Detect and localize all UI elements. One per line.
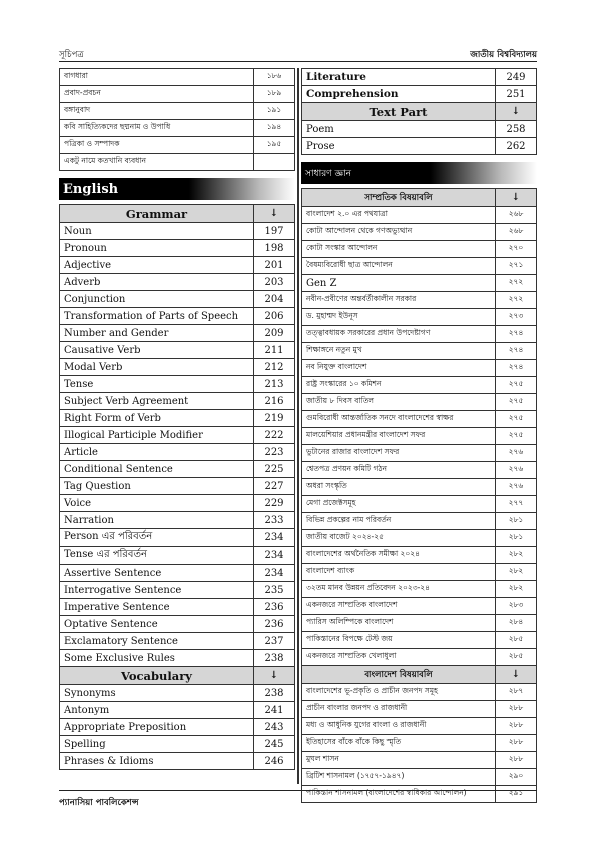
- toc-entry-page: 238: [254, 650, 295, 667]
- toc-entry-page: 243: [254, 719, 295, 736]
- toc-entry-page: ২৭৪: [496, 326, 537, 343]
- toc-entry-page: 262: [496, 138, 537, 155]
- toc-entry-title: মেগা প্রজেক্টসমূহ: [302, 496, 496, 513]
- toc-row: [302, 547, 537, 564]
- toc-entry-title: Some Exclusive Rules: [60, 650, 254, 667]
- toc-row: [60, 685, 295, 702]
- toc-entry-page: 238: [254, 685, 295, 702]
- toc-row: [302, 360, 537, 377]
- toc-entry-page: 233: [254, 512, 295, 529]
- toc-row: [302, 564, 537, 581]
- toc-entry-title: একনজরে সাম্প্রতিক খেলাধুলা: [302, 649, 496, 666]
- toc-row: [60, 410, 295, 427]
- toc-entry-title: Exclamatory Sentence: [60, 633, 254, 650]
- toc-entry-title: বঙ্গানুবাদ: [60, 103, 254, 120]
- toc-entry-title: Poem: [302, 121, 496, 138]
- toc-entry-title: ৩২তম মানব উন্নয়ন প্রতিবেদন ২০২৩-২৪: [302, 581, 496, 598]
- toc-row: [302, 632, 537, 649]
- toc-entry-page: ২৭৬: [496, 462, 537, 479]
- toc-row: [302, 241, 537, 258]
- toc-entry-title: Literature: [302, 69, 496, 86]
- toc-entry-title: প্যারিস অলিম্পিকে বাংলাদেশ: [302, 615, 496, 632]
- toc-entry-title: Spelling: [60, 736, 254, 753]
- toc-entry-page: 212: [254, 359, 295, 376]
- toc-entry-page: ২৮৫: [496, 632, 537, 649]
- toc-entry-title: বাংলাদেশ ব্যাংক: [302, 564, 496, 581]
- toc-entry-title: ড. মুহাম্মদ ইউনূস: [302, 309, 496, 326]
- toc-entry-title: কোটা আন্দোলন থেকে গণঅভ্যুত্থান: [302, 224, 496, 241]
- toc-entry-title: Phrases & Idioms: [60, 753, 254, 770]
- toc-entry-page: ২৭৫: [496, 377, 537, 394]
- toc-row: [302, 258, 537, 275]
- toc-entry-title: Person এর পরিবর্তন: [60, 529, 254, 547]
- toc-entry-page: ২৮৪: [496, 615, 537, 632]
- toc-row: [302, 786, 537, 803]
- running-header: [59, 46, 537, 62]
- toc-entry-title: একটু নামে কতখানি ব্যবধান: [60, 154, 254, 171]
- grammar-heading: Grammar: [60, 205, 254, 223]
- toc-row: [302, 615, 537, 632]
- toc-entry-page: 236: [254, 599, 295, 616]
- toc-entry-page: 225: [254, 461, 295, 478]
- toc-entry-title: Conditional Sentence: [60, 461, 254, 478]
- toc-entry-page: ২৯০: [496, 769, 537, 786]
- toc-entry-page: ২৭১: [496, 258, 537, 275]
- toc-entry-page: ২৭৫: [496, 411, 537, 428]
- left-top-table: [59, 68, 295, 171]
- toc-entry-page: ২৮৭: [496, 684, 537, 701]
- vocabulary-section-header: [60, 667, 295, 685]
- toc-row: [60, 427, 295, 444]
- toc-row: [302, 309, 537, 326]
- toc-entry-page: ২৮২: [496, 564, 537, 581]
- toc-entry-page: 241: [254, 702, 295, 719]
- toc-row: [60, 599, 295, 616]
- toc-row: [302, 224, 537, 241]
- toc-entry-page: 236: [254, 616, 295, 633]
- toc-row: [302, 513, 537, 530]
- toc-entry-title: Narration: [60, 512, 254, 529]
- toc-entry-title: অধরা সংস্কৃতি: [302, 479, 496, 496]
- toc-entry-title: প্রবাদ-প্রবচন: [60, 86, 254, 103]
- toc-entry-page: 235: [254, 582, 295, 599]
- toc-row: [60, 291, 295, 308]
- toc-entry-title: বাগধারা: [60, 69, 254, 86]
- toc-entry-title: বাংলাদেশের ভূ-প্রকৃতি ও প্রাচীন জনপদ সমূহ: [302, 684, 496, 701]
- toc-entry-page: ২৮৮: [496, 752, 537, 769]
- toc-entry-title: শিক্ষাঙ্গনে নতুন মুখ: [302, 343, 496, 360]
- toc-row: [60, 495, 295, 512]
- toc-entry-title: Right Form of Verb: [60, 410, 254, 427]
- bangladesh-affairs-heading: বাংলাদেশ বিষয়াবলি: [302, 666, 496, 684]
- toc-entry-page: ২৮২: [496, 581, 537, 598]
- toc-row: [302, 207, 537, 224]
- toc-entry-title: কোটা সংস্কার আন্দোলন: [302, 241, 496, 258]
- toc-entry-page: 204: [254, 291, 295, 308]
- toc-row: [60, 753, 295, 770]
- toc-entry-title: বাংলাদেশের অর্থনৈতিক সমীক্ষা ২০২৪: [302, 547, 496, 564]
- toc-entry-page: ২৭৬: [496, 445, 537, 462]
- english-banner: English: [59, 178, 295, 200]
- toc-row: [302, 462, 537, 479]
- current-affairs-heading: সাম্প্রতিক বিষয়াবলি: [302, 189, 496, 207]
- toc-row: [302, 394, 537, 411]
- toc-entry-page: ২৬৮: [496, 224, 537, 241]
- toc-row: [302, 581, 537, 598]
- toc-row: [302, 343, 537, 360]
- toc-entry-page: 237: [254, 633, 295, 650]
- toc-row: [60, 103, 295, 120]
- toc-entry-page: ১৮৬: [254, 69, 295, 86]
- toc-entry-title: জাতীয় বাজেট ২০২৪-২৫: [302, 530, 496, 547]
- toc-entry-title: একনজরে সাম্প্রতিক বাংলাদেশ: [302, 598, 496, 615]
- grammar-arrow: ↓: [254, 205, 295, 223]
- toc-row: [302, 377, 537, 394]
- toc-row: [302, 326, 537, 343]
- toc-row: [60, 529, 295, 547]
- toc-row: [60, 86, 295, 103]
- right-column: [301, 68, 537, 803]
- toc-entry-page: ২৭৭: [496, 496, 537, 513]
- toc-entry-title: মালয়েশিয়ার প্রধানমন্ত্রীর বাংলাদেশ সফর: [302, 428, 496, 445]
- toc-row: [302, 275, 537, 292]
- header-right-title: জাতীয় বিশ্ববিদ্যালয়: [470, 50, 537, 60]
- toc-row: [60, 444, 295, 461]
- toc-entry-title: বাংলাদেশ ২.০ এর পথযাত্রা: [302, 207, 496, 224]
- toc-entry-title: প্রাচীন বাংলার জনপদ ও রাজধানী: [302, 701, 496, 718]
- toc-row: [60, 274, 295, 291]
- toc-entry-page: ২৭২: [496, 292, 537, 309]
- toc-entry-page: ২৬৮: [496, 207, 537, 224]
- toc-entry-title: Tense: [60, 376, 254, 393]
- toc-entry-page: 229: [254, 495, 295, 512]
- toc-entry-title: Comprehension: [302, 86, 496, 103]
- toc-entry-title: Transformation of Parts of Speech: [60, 308, 254, 325]
- publisher-footer: প্যানাসিয়া পাবলিকেশন্স: [59, 798, 139, 808]
- toc-entry-page: 206: [254, 308, 295, 325]
- toc-row: [302, 138, 537, 155]
- toc-entry-page: ২৯১: [496, 786, 537, 803]
- toc-entry-title: Tense এর পরিবর্তন: [60, 547, 254, 565]
- toc-entry-title: বিভিন্ন প্রকল্পের নাম পরিবর্তন: [302, 513, 496, 530]
- toc-entry-title: Voice: [60, 495, 254, 512]
- toc-entry-title: Illogical Participle Modifier: [60, 427, 254, 444]
- toc-entry-title: গুমবিরোধী আন্তর্জাতিক সনদে বাংলাদেশের স্বাক্ষর: [302, 411, 496, 428]
- toc-entry-title: Tag Question: [60, 478, 254, 495]
- toc-row: [60, 512, 295, 529]
- toc-row: [60, 240, 295, 257]
- bangladesh-affairs-section-header: [302, 666, 537, 684]
- toc-row: [302, 479, 537, 496]
- toc-entry-page: 219: [254, 410, 295, 427]
- toc-entry-page: [254, 154, 295, 171]
- toc-entry-title: Number and Gender: [60, 325, 254, 342]
- toc-entry-page: ২৮২: [496, 547, 537, 564]
- toc-row: [60, 702, 295, 719]
- toc-row: [302, 445, 537, 462]
- vocabulary-heading: Vocabulary: [60, 667, 254, 685]
- toc-entry-page: ২৮৮: [496, 718, 537, 735]
- toc-row: [302, 292, 537, 309]
- toc-entry-title: কবি সাহিত্যিকদের ছদ্মনাম ও উপাধি: [60, 120, 254, 137]
- toc-entry-title: ইতিহাসের বাঁকে বাঁকে কিছু স্মৃতি: [302, 735, 496, 752]
- toc-entry-page: ২৭০: [496, 241, 537, 258]
- toc-entry-page: 234: [254, 565, 295, 582]
- toc-row: [60, 719, 295, 736]
- toc-entry-title: শ্বেতপত্র প্রণয়ন কমিটি গঠন: [302, 462, 496, 479]
- toc-entry-title: Assertive Sentence: [60, 565, 254, 582]
- toc-entry-title: Synonyms: [60, 685, 254, 702]
- text-part-arrow: ↓: [496, 103, 537, 121]
- toc-entry-page: 245: [254, 736, 295, 753]
- toc-entry-title: পত্রিকা ও সম্পাদক: [60, 137, 254, 154]
- toc-entry-title: Interrogative Sentence: [60, 582, 254, 599]
- toc-entry-title: Noun: [60, 223, 254, 240]
- toc-row: [60, 633, 295, 650]
- text-part-section-header: [302, 103, 537, 121]
- toc-entry-page: 203: [254, 274, 295, 291]
- footer-rule: [59, 790, 537, 791]
- general-knowledge-banner: সাধারণ জ্ঞান: [301, 162, 537, 184]
- toc-entry-page: 197: [254, 223, 295, 240]
- toc-entry-title: Article: [60, 444, 254, 461]
- toc-row: [60, 393, 295, 410]
- bangladesh-affairs-arrow: ↓: [496, 666, 537, 684]
- toc-entry-page: ২৮১: [496, 513, 537, 530]
- toc-entry-page: ২৭৪: [496, 343, 537, 360]
- toc-entry-page: 249: [496, 69, 537, 86]
- toc-row: [60, 257, 295, 274]
- toc-entry-page: 211: [254, 342, 295, 359]
- toc-entry-title: রাষ্ট্র সংস্কারের ১০ কমিশন: [302, 377, 496, 394]
- toc-row: [60, 478, 295, 495]
- toc-row: [302, 752, 537, 769]
- toc-entry-title: পাকিস্তানের বিপক্ষে টেস্ট জয়: [302, 632, 496, 649]
- toc-entry-title: Appropriate Preposition: [60, 719, 254, 736]
- toc-entry-page: ২৮৮: [496, 735, 537, 752]
- toc-row: [60, 650, 295, 667]
- toc-entry-title: Pronoun: [60, 240, 254, 257]
- toc-entry-title: মুঘল শাসন: [302, 752, 496, 769]
- toc-entry-page: 258: [496, 121, 537, 138]
- toc-row: [302, 428, 537, 445]
- toc-row: [60, 376, 295, 393]
- toc-entry-page: 222: [254, 427, 295, 444]
- toc-entry-title: Subject Verb Agreement: [60, 393, 254, 410]
- current-affairs-section-header: [302, 189, 537, 207]
- toc-entry-title: Causative Verb: [60, 342, 254, 359]
- toc-entry-page: ২৭৫: [496, 428, 537, 445]
- toc-entry-page: ২৭৫: [496, 394, 537, 411]
- toc-row: [60, 461, 295, 478]
- toc-entry-title: Adjective: [60, 257, 254, 274]
- toc-entry-title: নব নিযুক্ত বাংলাদেশ: [302, 360, 496, 377]
- toc-entry-title: Modal Verb: [60, 359, 254, 376]
- toc-row: [302, 530, 537, 547]
- toc-entry-page: ২৮৫: [496, 649, 537, 666]
- toc-entry-title: Antonym: [60, 702, 254, 719]
- toc-entry-page: 251: [496, 86, 537, 103]
- toc-row: [60, 69, 295, 86]
- toc-entry-page: ২৮১: [496, 530, 537, 547]
- toc-row: [302, 735, 537, 752]
- toc-row: [302, 411, 537, 428]
- toc-entry-title: Imperative Sentence: [60, 599, 254, 616]
- left-column: [59, 68, 295, 770]
- toc-row: [60, 565, 295, 582]
- text-part-heading: Text Part: [302, 103, 496, 121]
- toc-row: [302, 121, 537, 138]
- toc-entry-page: ১৯৫: [254, 137, 295, 154]
- current-affairs-arrow: ↓: [496, 189, 537, 207]
- toc-entry-title: মধ্য ও আধুনিক যুগের বাংলা ও রাজধানী: [302, 718, 496, 735]
- toc-entry-title: বৈষম্যবিরোধী ছাত্র আন্দোলন: [302, 258, 496, 275]
- toc-row: [60, 223, 295, 240]
- toc-entry-title: ব্রিটিশ শাসনামল (১৭৫৭-১৯৪৭): [302, 769, 496, 786]
- toc-entry-page: ১৯৪: [254, 120, 295, 137]
- toc-row: [60, 137, 295, 154]
- toc-row: [60, 736, 295, 753]
- toc-entry-page: 198: [254, 240, 295, 257]
- toc-row: [60, 582, 295, 599]
- toc-row: [302, 701, 537, 718]
- toc-entry-title: পাকিস্তান শাসনামল (বাংলাদেশের স্বাধিকার আন্দোলন): [302, 786, 496, 803]
- toc-row: [302, 718, 537, 735]
- column-divider: [297, 68, 299, 784]
- toc-row: [60, 342, 295, 359]
- toc-entry-page: ২৮৮: [496, 701, 537, 718]
- toc-row: [60, 308, 295, 325]
- english-table: [59, 204, 295, 770]
- toc-entry-page: ২৭৬: [496, 479, 537, 496]
- toc-entry-title: Optative Sentence: [60, 616, 254, 633]
- toc-row: [302, 86, 537, 103]
- toc-entry-page: ১৮৯: [254, 86, 295, 103]
- toc-row: [302, 69, 537, 86]
- toc-entry-title: নবীন-প্রবীণের অন্তর্বর্তীকালীন সরকার: [302, 292, 496, 309]
- toc-entry-title: Prose: [302, 138, 496, 155]
- toc-row: [302, 496, 537, 513]
- toc-row: [302, 649, 537, 666]
- grammar-section-header: [60, 205, 295, 223]
- toc-entry-page: 201: [254, 257, 295, 274]
- toc-entry-page: ২৮৩: [496, 598, 537, 615]
- toc-row: [302, 769, 537, 786]
- toc-entry-title: Adverb: [60, 274, 254, 291]
- toc-entry-page: 234: [254, 547, 295, 565]
- toc-entry-page: 209: [254, 325, 295, 342]
- toc-entry-page: 213: [254, 376, 295, 393]
- general-knowledge-table: [301, 188, 537, 803]
- toc-entry-page: 246: [254, 753, 295, 770]
- toc-entry-page: 234: [254, 529, 295, 547]
- toc-row: [60, 359, 295, 376]
- toc-entry-page: ২৭৩: [496, 309, 537, 326]
- toc-row: [302, 598, 537, 615]
- toc-row: [60, 154, 295, 171]
- toc-entry-page: ২৭৪: [496, 360, 537, 377]
- toc-entry-page: ২৭২: [496, 275, 537, 292]
- toc-row: [60, 547, 295, 565]
- toc-entry-title: তত্ত্বাবধায়ক সরকারের প্রধান উপদেষ্টাগণ: [302, 326, 496, 343]
- header-left-title: সূচিপত্র: [59, 50, 84, 60]
- toc-row: [60, 616, 295, 633]
- toc-entry-title: জাতীয় ৮ দিবস বাতিল: [302, 394, 496, 411]
- toc-entry-title: ভুটানের রাজার বাংলাদেশ সফর: [302, 445, 496, 462]
- toc-entry-page: 223: [254, 444, 295, 461]
- toc-entry-title: Conjunction: [60, 291, 254, 308]
- right-top-table: [301, 68, 537, 155]
- toc-row: [302, 684, 537, 701]
- vocabulary-arrow: ↓: [254, 667, 295, 685]
- toc-entry-title: Gen Z: [302, 275, 496, 292]
- toc-entry-page: 216: [254, 393, 295, 410]
- toc-entry-page: ১৯১: [254, 103, 295, 120]
- toc-row: [60, 325, 295, 342]
- toc-row: [60, 120, 295, 137]
- toc-entry-page: 227: [254, 478, 295, 495]
